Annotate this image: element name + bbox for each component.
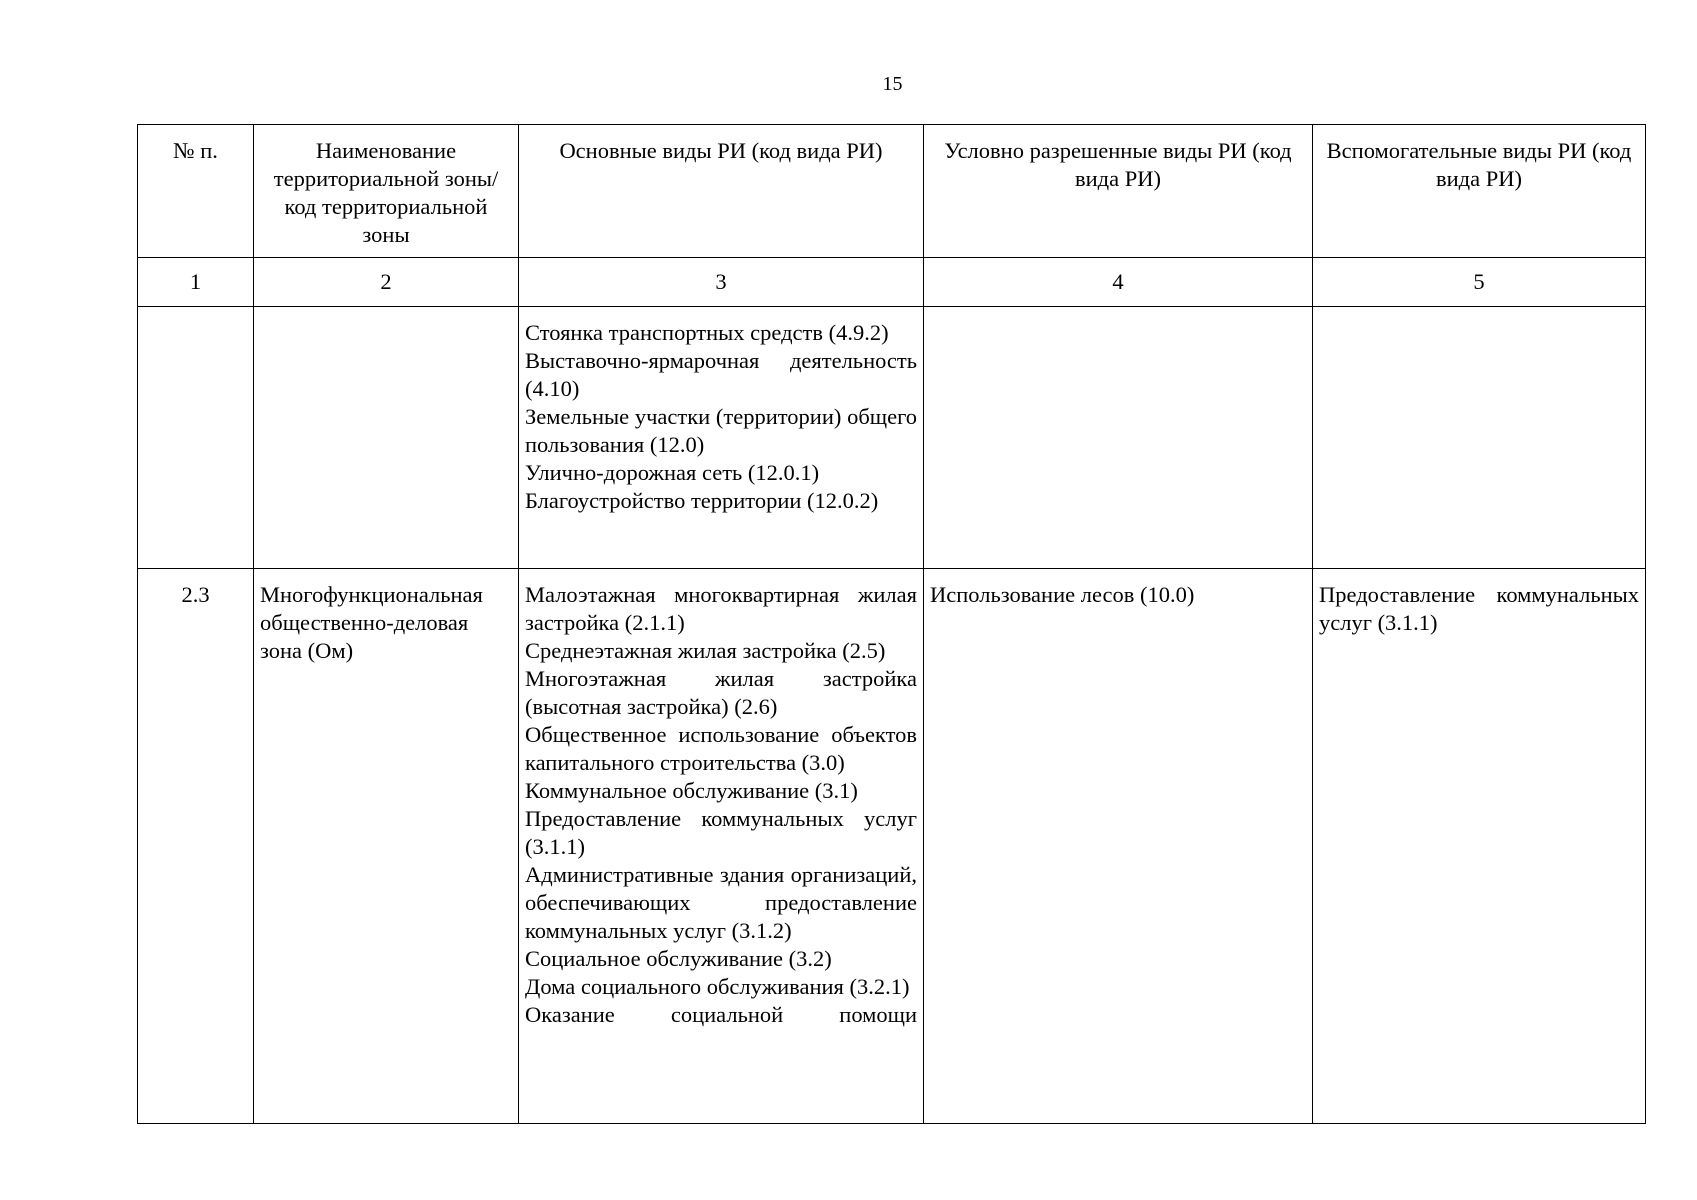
zone-name — [254, 307, 519, 569]
main-use-item: Многоэтажная жилая застройка (высотная застройка) (2.6) — [525, 666, 917, 719]
main-use-item: Среднеэтажная жилая застройка (2.5) — [525, 638, 886, 663]
column-number: 1 — [138, 258, 254, 307]
main-use-item: Стоянка транспортных средств (4.9.2) — [525, 320, 889, 345]
column-number: 5 — [1313, 258, 1646, 307]
table-header-row — [138, 125, 1646, 258]
page-number: 15 — [882, 73, 903, 95]
header-auxiliary-uses: Вспомогательные виды РИ (код вида РИ) — [1313, 125, 1646, 258]
main-uses-cell — [519, 307, 924, 569]
main-use-item: Оказание социальной помощи — [525, 1002, 917, 1027]
conditional-uses-cell — [924, 569, 1313, 1124]
column-number: 2 — [254, 258, 519, 307]
main-use-item: Коммунальное обслуживание (3.1) — [525, 778, 858, 803]
main-use-item: Социальное обслуживание (3.2) — [525, 946, 832, 971]
auxiliary-uses-cell — [1313, 569, 1646, 1124]
main-use-item: Общественное использование объектов капитального строительства (3.0) — [525, 722, 917, 775]
header-main-uses: Основные виды РИ (код вида РИ) — [519, 125, 924, 258]
column-number-row — [138, 258, 1646, 307]
main-use-item: Выставочно-ярмарочная деятельность (4.10) — [525, 348, 917, 401]
main-use-item: Административные здания организаций, обеспечивающих предоставление коммунальных услуг (3.1.2) — [525, 862, 917, 943]
main-use-item: Дома социального обслуживания (3.2.1) — [525, 974, 910, 999]
main-uses-cell — [519, 569, 924, 1124]
auxiliary-use-item: Предоставление коммунальных услуг (3.1.1) — [1319, 582, 1639, 635]
main-use-item: Земельные участки (территории) общего пользования (12.0) — [525, 404, 917, 457]
main-use-item: Улично-дорожная сеть (12.0.1) — [525, 460, 820, 485]
header-conditional-uses: Условно разрешенные виды РИ (код вида РИ) — [924, 125, 1313, 258]
row-number — [138, 307, 254, 569]
table-row — [138, 569, 1646, 1124]
zone-name: Многофункциональная общественно-деловая зона (Ом) — [254, 569, 519, 1124]
header-number: № п. — [138, 125, 254, 258]
column-number: 4 — [924, 258, 1313, 307]
conditional-use-item: Использование лесов (10.0) — [930, 582, 1195, 607]
column-number: 3 — [519, 258, 924, 307]
land-use-table — [137, 124, 1646, 1124]
main-use-item: Малоэтажная многоквартирная жилая застройка (2.1.1) — [525, 582, 917, 635]
auxiliary-uses-cell — [1313, 307, 1646, 569]
row-number: 2.3 — [138, 569, 254, 1124]
conditional-uses-cell — [924, 307, 1313, 569]
header-zone-name: Наименование территориальной зоны/код территориальной зоны — [254, 125, 519, 258]
table-row — [138, 307, 1646, 569]
main-use-item: Благоустройство территории (12.0.2) — [525, 488, 879, 513]
main-use-item: Предоставление коммунальных услуг (3.1.1) — [525, 806, 917, 859]
